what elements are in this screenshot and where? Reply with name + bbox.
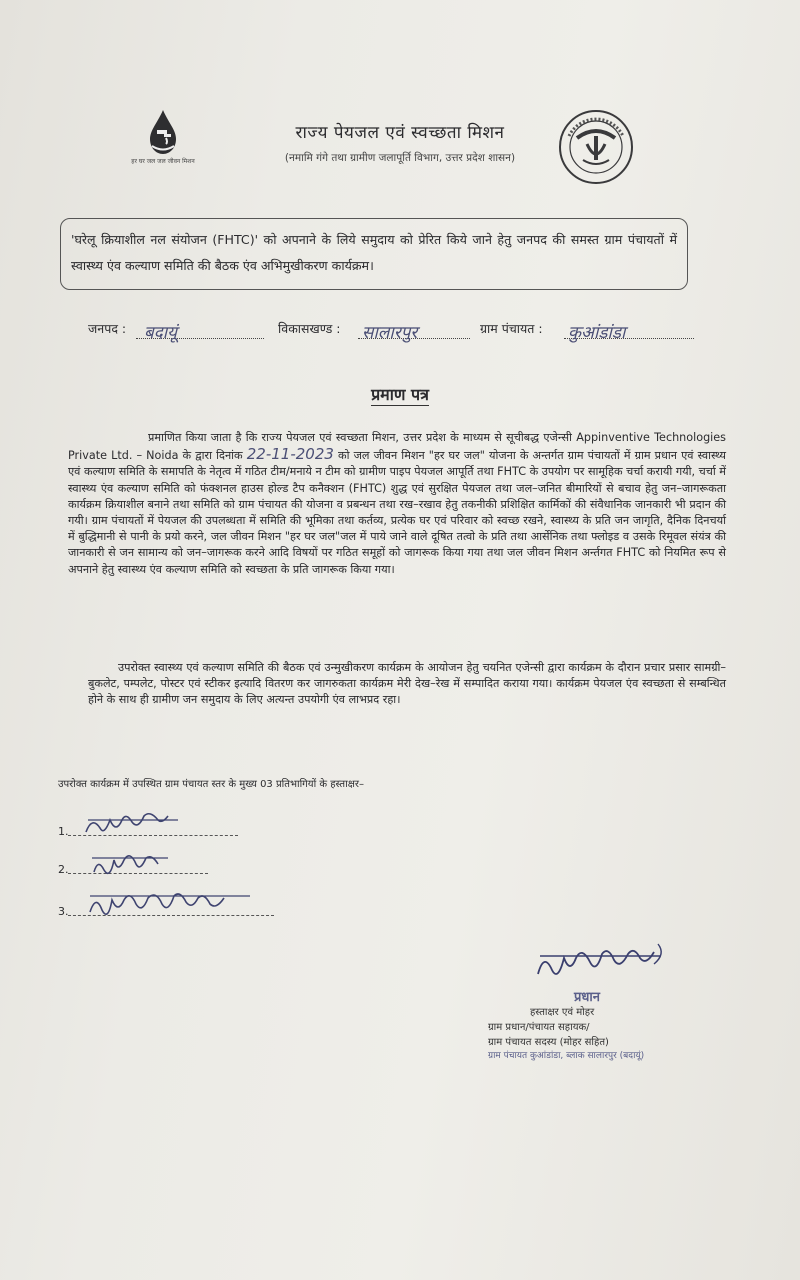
participant-signature-1: 1. [58, 816, 238, 838]
p1-text-b: को जल जीवन मिशन "हर घर जल" योजना के अन्तर्गत ग्राम पंचायतों में ग्राम प्रधान एवं स्वास्थ्य एवं कल्याण समिति के समापति के नेतृत्व में गठित टीम/मनाये न टीम को ग्रामीण पाइप पेयजल आपूर्ति तथा FHTC के उपयोग पर सामूहिक चर्चा करायी गयी, चर्चा में स्वास्थ्य एंव कल्याण समिति को फंक्शनल हाउस होल्ड टैप कनैक्शन (FHTC) शुद्ध एवं सुरक्षित पेयजल तथा जल–जनित बीमारियों से बचाव हेतु जन–जागरूकता कार्यक्रम क्रियाशील बनाने तथा समिति को ग्राम पंचायत की योजना व प्रबन्धन तथा रख–रखाव हेतु तकनीकी प्रशिक्षित कार्मिकों की संवैधानिक जानकारी भी प्रदान की गयी। ग्राम पंचायतों में पेयजल की उपलब्धता में समिति की भूमिका तथा कर्तव्य, प्रत्येक घर एवं परिवार को स्वच्छ रखने, स्वास्थ्य के प्रति जन जागृति, दैनिक दिनचर्या में बुद्धिमानी से पानी के प्रयो करने, जल जीवन मिशन "हर घर जल"जल में पाये जाने वाले दूषित तत्वो के प्रति तथा आर्सेनिक तथा फ्लोइड व उसके रिमूवल संयंत्र की जानकारी से जन सामान्य को जन–जागरूक करने आदि विषयों पर गठित समूहों को जागरूक किया गया तथा जल जीवन मिशन अर्न्तगत FHTC को नियमित रूप से अपनाने हेतु स्वास्थ्य एंव कल्याण समिति को स्वच्छता के प्रति जागरूक किया गया। [68, 449, 726, 576]
signature-mark-1 [82, 812, 202, 840]
stamp-text: ग्राम पंचायत कुआंडांडा, ब्लाक सालारपुर (बदायूं) [488, 1051, 645, 1061]
mission-title: राज्य पेयजल एवं स्वच्छता मिशन [295, 123, 505, 143]
program-date: 22-11-2023 [246, 445, 334, 464]
participants-note: उपरोक्त कार्यक्रम में उपस्थित ग्राम पंचायत स्तर के मुख्य 03 प्रतिभागियों के हस्ताक्षर– [58, 779, 364, 790]
district-label: जनपद : [88, 321, 127, 336]
panchayat-label: ग्राम पंचायत : [480, 321, 543, 336]
participant-signature-3: 3. [58, 896, 274, 918]
district-field [136, 320, 264, 343]
certificate-title: प्रमाण पत्र [371, 385, 429, 404]
uttar-pradesh-seal-icon [557, 108, 635, 186]
signature-mark-2 [82, 850, 192, 878]
designation-line-1: ग्राम प्रधान/पंचायत सहायक/ [488, 1022, 590, 1033]
p2-text: उपरोक्त स्वास्थ्य एवं कल्याण समिति की बैठक एवं उन्मुखीकरण कार्यक्रम के आयोजन हेतु चयनित एजेन्सी द्वारा कार्यक्रम के दौरान प्रचार प्रसार सामग्री–बुकलेट, पम्पलेट, पोस्टर एवं स्टीकर इत्यादि वितरण कर जागरुकता कार्यक्रम मेरी देख–रेख में सम्पादित कराया गया। कार्यक्रम पेयजल एंव स्वच्छता से सम्बन्धित होने के साथ ही ग्रामीण जन समुदाय के लिए अत्यन्त उपयोगी एंव लाभप्रद रहा। [88, 661, 726, 707]
pradhan-stamp-block [488, 990, 668, 1062]
block-value: सालारपुर [362, 323, 418, 343]
body-paragraph-2 [88, 660, 726, 709]
signature-mark-3 [82, 886, 272, 920]
program-banner [60, 218, 688, 290]
location-row [88, 320, 708, 344]
panchayat-value: कुआंडांडा [568, 323, 626, 343]
block-field [358, 320, 470, 343]
p1-text-a: प्रमाणित किया जाता है कि राज्य पेयजल एवं स्वच्छता मिशन, उत्तर प्रदेश के माध्यम से सूचीबद्ध एजेन्सी Appinventive Technologies Private Ltd. – Noida के द्वारा दिनांक [68, 431, 726, 463]
sign-seal-label: हस्ताक्षर एवं मोहर [530, 1007, 595, 1018]
logo-tagline: हर घर जल जल जीवन मिशन [131, 158, 195, 165]
banner-text: 'घरेलू क्रियाशील नल संयोजन (FHTC)' को अपनाने के लिये समुदाय को प्रेरित किये जाने हेतु जनपद की समस्त ग्राम पंचायतों में स्वास्थ्य एंव कल्याण समिति की बैठक एंव अभिमुखीकरण कार्यक्रम। [71, 232, 677, 273]
stamp-title: प्रधान [574, 990, 600, 1005]
district-value: बदायूं [144, 323, 177, 343]
block-label: विकासखण्ड : [278, 321, 341, 336]
designation-line-2: ग्राम पंचायत सदस्य (मोहर सहित) [488, 1037, 609, 1048]
mission-subtitle: (नमामि गंगे तथा ग्रामीण जलापूर्ति विभाग, उत्तर प्रदेश शासन) [284, 152, 516, 164]
panchayat-field [564, 320, 694, 343]
participant-signature-2: 2. [58, 854, 208, 876]
pradhan-signature [530, 938, 680, 988]
body-paragraph-1 [68, 430, 726, 578]
